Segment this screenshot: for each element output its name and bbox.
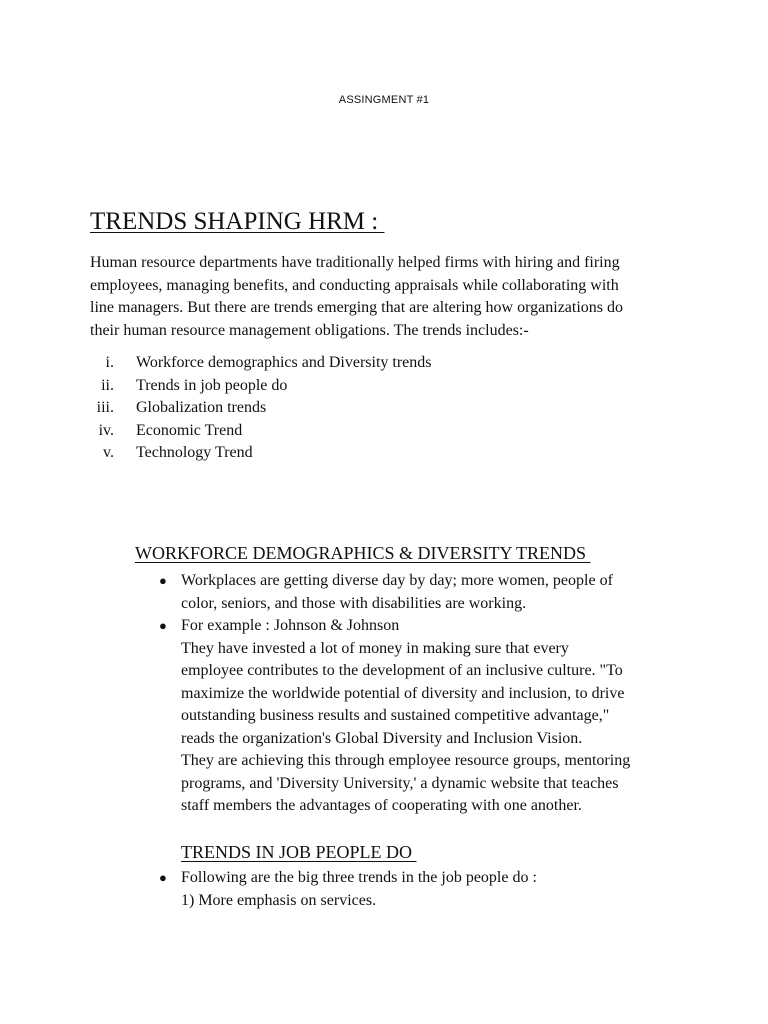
bullet-item (135, 867, 537, 912)
intro-line: employees, managing benefits, and conducting appraisals while collaborating with (90, 276, 619, 294)
bullet-line: For example : Johnson & Johnson (181, 617, 400, 634)
list-numeral: i. (105, 354, 114, 371)
list-item-text: Technology Trend (136, 444, 253, 461)
bullet-line: Workplaces are getting diverse day by day; more women, people of (181, 572, 613, 589)
list-item-text: Globalization trends (136, 399, 267, 416)
bullet-icon: ● (159, 618, 167, 633)
section-heading-trends-in-job: TRENDS IN JOB PEOPLE DO (181, 842, 417, 862)
section-heading-workforce-diversity: WORKFORCE DEMOGRAPHICS & DIVERSITY TRENDS (135, 543, 591, 563)
bullet-line: employee contributes to the development of an inclusive culture. "To (181, 662, 623, 679)
bullet-item (135, 570, 630, 615)
bullet-icon: ● (159, 573, 167, 588)
bullet-item (135, 615, 630, 818)
bullet-line: outstanding business results and sustained competitive advantage," (181, 707, 610, 724)
trends-in-job-bullets (135, 867, 537, 912)
bullet-line: color, seniors, and those with disabilities are working. (181, 594, 527, 612)
main-heading: TRENDS SHAPING HRM : (90, 208, 385, 235)
list-numeral: v. (103, 444, 114, 461)
list-item-text: Workforce demographics and Diversity trends (136, 354, 432, 371)
bullet-line: staff members the advantages of cooperating with one another. (181, 797, 582, 814)
bullet-line: maximize the worldwide potential of diversity and inclusion, to drive (181, 684, 625, 702)
list-numeral: ii. (101, 376, 114, 394)
intro-line: Human resource departments have traditionally helped firms with hiring and firing (90, 254, 620, 271)
bullet-line: Following are the big three trends in the job people do : (181, 869, 537, 886)
assignment-title: ASSINGMENT #1 (338, 94, 430, 106)
list-numeral: iii. (96, 399, 114, 416)
bullet-line: They are achieving this through employee resource groups, mentoring (181, 752, 631, 769)
list-numeral: iv. (98, 421, 114, 439)
intro-line: their human resource management obligations. The trends includes:- (90, 321, 529, 339)
bullet-line: 1) More emphasis on services. (181, 891, 377, 909)
workforce-diversity-bullets (135, 570, 630, 818)
list-item-text: Economic Trend (136, 421, 243, 439)
list-item-text: Trends in job people do (136, 376, 288, 394)
intro-paragraph (90, 252, 690, 342)
bullet-line: programs, and 'Diversity University,' a dynamic website that teaches (181, 774, 619, 792)
bullet-line: reads the organization's Global Diversity and Inclusion Vision. (181, 729, 583, 747)
bullet-icon: ● (159, 870, 167, 885)
intro-line: line managers. But there are trends emerging that are altering how organizations do (90, 299, 624, 316)
bullet-line: They have invested a lot of money in making sure that every (181, 639, 569, 657)
